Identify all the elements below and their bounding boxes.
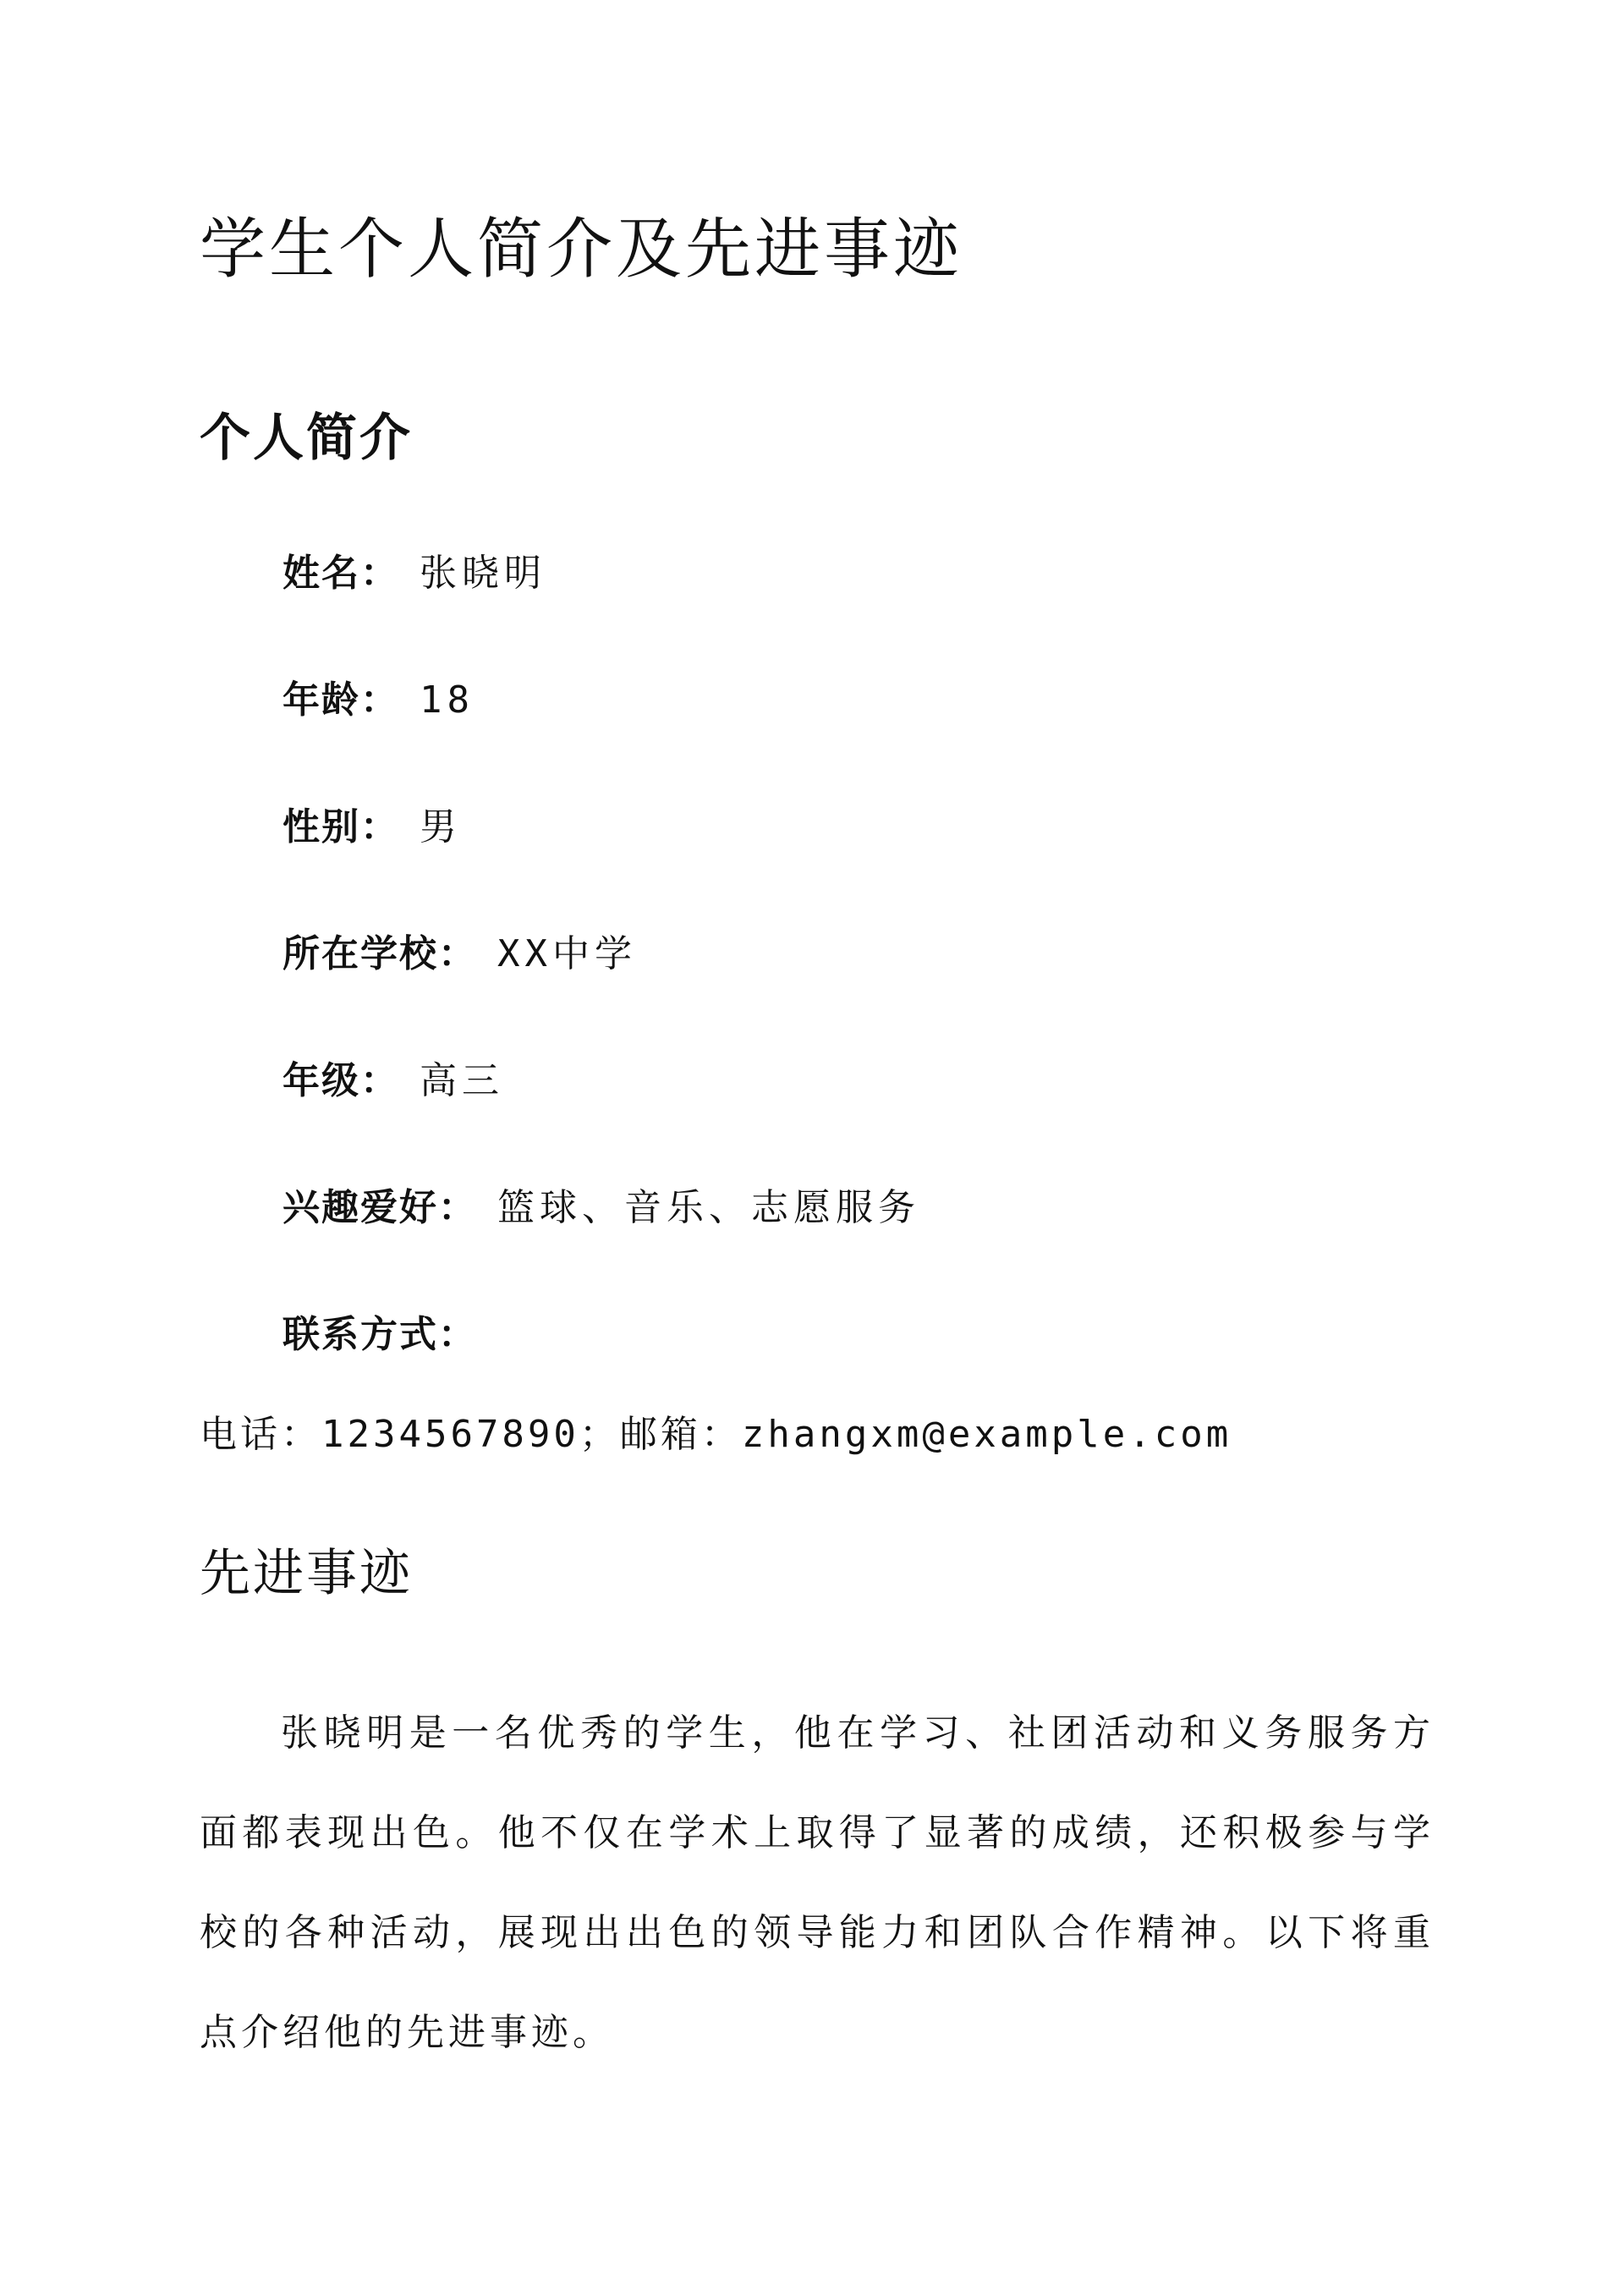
profile-field-school <box>283 932 637 975</box>
profile-field-grade <box>283 1059 504 1102</box>
section-heading-deeds: 先进事迹 <box>200 1544 413 1603</box>
contact-details: 电话：1234567890；邮箱：zhangxm@example.com <box>200 1413 1232 1456</box>
field-value: 18 <box>420 678 475 722</box>
profile-field-age <box>283 678 475 722</box>
field-value: 男 <box>420 805 462 849</box>
profile-field-name <box>283 552 546 595</box>
field-value: XX中学 <box>497 932 637 975</box>
profile-field-hobbies <box>283 1186 920 1229</box>
deeds-paragraph: 张晓明是一名优秀的学生，他在学习、社团活动和义务服务方面都表现出色。他不仅在学术上取得了显著的成绩，还积极参与学校的各种活动，展现出出色的领导能力和团队合作精神。以下将重点介绍他的先进事迹。 <box>200 1711 1435 2054</box>
field-label: 兴趣爱好： <box>283 1186 477 1229</box>
document-title: 学生个人简介及先进事迹 <box>200 211 963 288</box>
field-value: 篮球、音乐、志愿服务 <box>497 1186 920 1229</box>
field-label: 所在学校： <box>283 932 477 975</box>
field-label: 年龄： <box>283 678 399 722</box>
field-label: 姓名： <box>283 552 399 595</box>
profile-field-gender <box>283 805 462 849</box>
profile-field-contact <box>283 1313 477 1356</box>
field-value: 高三 <box>420 1059 504 1102</box>
field-label: 性别： <box>283 805 399 849</box>
field-label: 联系方式： <box>283 1313 477 1356</box>
field-value: 张晓明 <box>420 552 546 595</box>
field-label: 年级： <box>283 1059 399 1102</box>
section-heading-profile: 个人简介 <box>200 409 413 468</box>
